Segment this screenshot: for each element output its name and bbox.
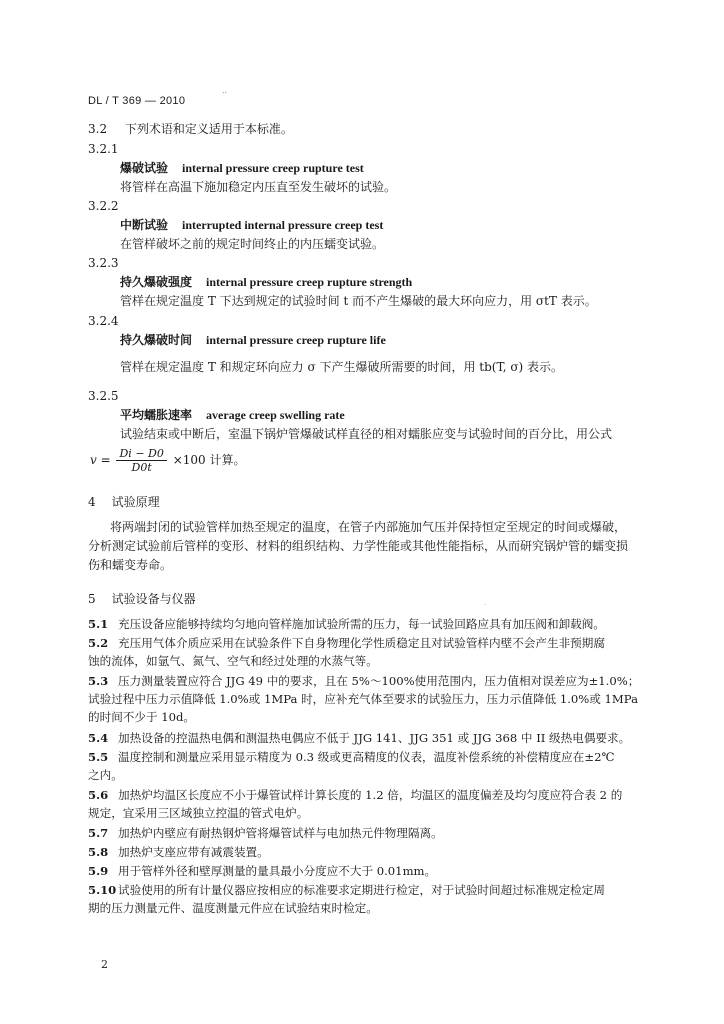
item-5-3 <box>88 672 692 726</box>
item-number: 5.10 <box>88 883 117 897</box>
item-number: 5.9 <box>88 864 109 878</box>
definition-3-2-1 <box>88 140 688 197</box>
paragraph-line: 分析测定试验前后管样的变形、材料的组织结构、力学性能或其他性能指标，从而研究锅炉管的蠕变损 <box>88 539 629 553</box>
item-line: 用于管样外径和壁厚测量的量具最小分度应不大于 0.01mm。 <box>118 864 437 878</box>
scan-mark: .. <box>222 86 228 95</box>
item-5-8 <box>88 843 692 861</box>
page-number: 2 <box>101 958 108 971</box>
term-chinese: 中断试验 <box>120 218 169 232</box>
formula-numerator: Di − D0 <box>116 447 166 461</box>
item-5-1 <box>88 615 692 633</box>
item-5-2 <box>88 634 692 670</box>
item-5-4 <box>88 729 692 747</box>
item-line: 充压设备应能够持续均匀地向管样施加试验所需的压力，每一试验回路应具有加压阀和卸载阀。 <box>118 617 605 631</box>
item-line: 期的压力测量元件、温度测量元件应在试验结束时检定。 <box>88 901 378 915</box>
item-number: 5.7 <box>88 826 109 840</box>
definition-text: 管样在规定温度 T 下达到规定的试验时间 t 而不产生爆破的最大环向应力，用 σtT 表示。 <box>120 294 597 308</box>
item-line: 压力测量装置应符合 JJG 49 中的要求，且在 5%～100%使用范围内，压力值相对误差应为±1.0%； <box>118 674 640 688</box>
formula-tail: ×100 计算。 <box>172 453 246 467</box>
term-english: internal pressure creep rupture life <box>206 333 386 347</box>
section-4-heading <box>88 493 688 512</box>
item-line: 试验使用的所有计量仪器应按相应的标准要求定期进行检定，对于试验时间超过标准规定检定周 <box>118 883 605 897</box>
formula-denominator: D0t <box>131 461 152 474</box>
definition-text: 管样在规定温度 T 和规定环向应力 σ 下产生爆破所需要的时间，用 tb(T, σ) 表示。 <box>120 360 564 374</box>
section-number: 3.2 <box>88 122 108 136</box>
item-5-6 <box>88 786 692 822</box>
section-3-2 <box>88 120 688 139</box>
section-5-heading <box>88 590 688 609</box>
item-line: 蚀的流体，如氩气、氮气、空气和经过处理的水蒸气等。 <box>88 654 378 668</box>
section-number: 4 <box>88 495 96 509</box>
term-english: internal pressure creep rupture strength <box>206 275 413 289</box>
term-chinese: 持久爆破时间 <box>120 333 193 347</box>
definition-number: 3.2.4 <box>88 314 119 328</box>
section-title: 试验设备与仪器 <box>111 592 196 606</box>
section-text: 下列术语和定义适用于本标准。 <box>124 122 293 136</box>
definition-3-2-2 <box>88 197 688 254</box>
item-line: 加热设备的控温热电偶和测温热电偶应不低于 JJG 141、JJG 351 或 JJG 368 中 II 级热电偶要求。 <box>118 731 631 745</box>
item-line: 温度控制和测量应采用显示精度为 0.3 级或更高精度的仪表，温度补偿系统的补偿精度应在±2℃ <box>118 750 615 764</box>
item-number: 5.3 <box>88 674 109 688</box>
paragraph-line: 将两端封闭的试验管样加热至规定的温度，在管子内部施加气压并保持恒定至规定的时间或爆破， <box>110 520 627 534</box>
standard-code-header: DL / T 369 — 2010 <box>88 95 186 107</box>
term-english: internal pressure creep rupture test <box>182 161 364 175</box>
scan-dot: . <box>484 598 487 607</box>
definition-3-2-4 <box>88 312 688 377</box>
item-number: 5.1 <box>88 617 109 631</box>
item-5-10 <box>88 881 692 917</box>
item-number: 5.4 <box>88 731 109 745</box>
section-4-body <box>88 518 698 575</box>
term-chinese: 平均蠕胀速率 <box>120 408 193 422</box>
definition-3-2-5 <box>88 387 688 444</box>
item-line: 试验过程中压力示值降低 1.0%或 1MPa 时，应补充气体至要求的试验压力，压力示值降低 1.0%或 1MPa <box>88 692 638 706</box>
section-number: 5 <box>88 592 96 606</box>
term-chinese: 持久爆破强度 <box>120 275 193 289</box>
item-line: 的时间不少于 10d。 <box>88 710 196 724</box>
formula-lhs: v = <box>90 453 111 467</box>
item-5-9 <box>88 862 692 880</box>
definition-number: 3.2.2 <box>88 199 119 213</box>
definition-text: 将管样在高温下施加稳定内压直至发生破坏的试验。 <box>120 180 397 194</box>
formula-fraction <box>116 447 166 474</box>
item-5-7 <box>88 824 692 842</box>
definition-text: 试验结束或中断后，室温下锅炉管爆破试样直径的相对蠕胀应变与试验时间的百分比，用公式 <box>120 427 613 441</box>
item-line: 之内。 <box>88 768 123 782</box>
item-line: 规定，宜采用三区域独立控温的管式电炉。 <box>88 806 309 820</box>
definition-number: 3.2.3 <box>88 256 119 270</box>
item-line: 加热炉均温区长度应不小于爆管试样计算长度的 1.2 倍，均温区的温度偏差及均匀度应符合表 2 的 <box>118 788 623 802</box>
item-number: 5.2 <box>88 636 109 650</box>
definition-number: 3.2.1 <box>88 142 119 156</box>
item-line: 充压用气体介质应采用在试验条件下自身物理化学性质稳定且对试验管样内壁不会产生非预期腐 <box>118 636 605 650</box>
term-english: average creep swelling rate <box>206 408 345 422</box>
item-line: 加热炉内壁应有耐热钢炉管将爆管试样与电加热元件物理隔离。 <box>118 826 443 840</box>
section-title: 试验原理 <box>111 495 160 509</box>
item-5-5 <box>88 748 692 784</box>
definition-text: 在管样破坏之前的规定时间终止的内压蠕变试验。 <box>120 237 385 251</box>
item-number: 5.5 <box>88 750 109 764</box>
term-english: interrupted internal pressure creep test <box>182 218 384 232</box>
definition-number: 3.2.5 <box>88 389 119 403</box>
term-chinese: 爆破试验 <box>120 161 169 175</box>
item-number: 5.6 <box>88 788 109 802</box>
item-line: 加热炉支座应带有减震装置。 <box>118 845 269 859</box>
paragraph-line: 伤和蠕变寿命。 <box>88 558 173 572</box>
item-number: 5.8 <box>88 845 109 859</box>
definition-3-2-3 <box>88 254 688 311</box>
creep-rate-formula <box>90 447 245 474</box>
